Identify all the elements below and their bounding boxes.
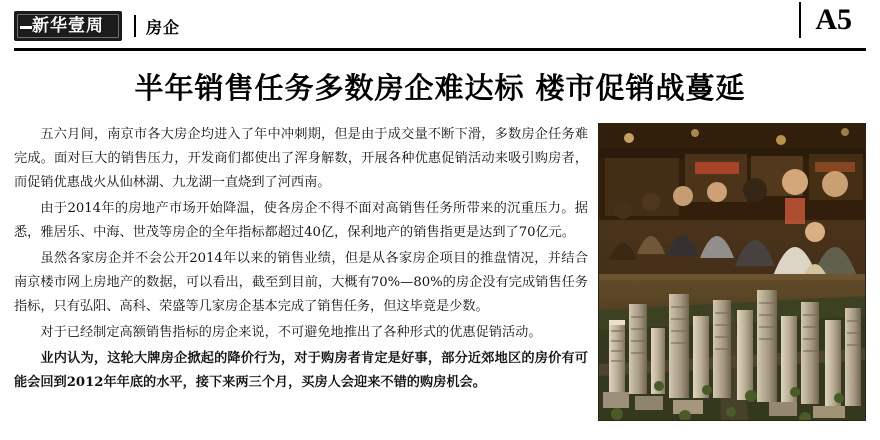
publication-logo [14, 11, 122, 41]
article-paragraph: 五六月间，南京市各大房企均进入了年中冲刺期，但是由于成交量不断下滑，多数房企任务难完成。面对巨大的销售压力，开发商们都使出了浑身解数，开展各种优惠促销活动来吸引购房者，而促销优惠战火从仙林湖、九龙湖一直烧到了河西南。 [14, 126, 588, 190]
article-text-column [14, 123, 598, 397]
article-body [14, 123, 866, 421]
page-number-rule [799, 2, 801, 38]
section-label: 房企 [146, 17, 181, 37]
photo-illustration [599, 124, 866, 421]
masthead [14, 0, 866, 46]
page-number: A5 [815, 3, 852, 36]
publication-logo-text: 新华壹周 [32, 15, 104, 36]
article-paragraph-highlight: 业内认为，这轮大牌房企掀起的降价行为，对于购房者肯定是好事，部分近郊地区的房价有可能会回到2012年年底的水平，接下来两三个月，买房人会迎来不错的购房机会。 [14, 351, 588, 391]
article-paragraph: 虽然各家房企并不会公开2014年以来的销售业绩，但是从各家房企项目的推盘情况，并结合南京楼市网上房地产的数据，可以看出，截至到目前，大概有70%—80%的房企没有完成销售任务指标，只有弘阳、高科、荣盛等几家房企基本完成了销售任务，但这毕竟是少数。 [14, 250, 588, 314]
masthead-rule [14, 48, 866, 51]
page-title: 半年销售任务多数房企难达标 楼市促销战蔓延 [134, 71, 746, 105]
article-paragraph: 对于已经制定高额销售指标的房企来说，不可避免地推出了各种形式的优惠促销活动。 [40, 325, 542, 341]
logo-dash-mark [20, 26, 32, 29]
masthead-divider [134, 15, 136, 37]
property-model-exhibition-photo [598, 123, 866, 421]
page-number-block [799, 2, 852, 38]
article-paragraph: 由于2014年的房地产市场开始降温，使各房企不得不面对高销售任务所带来的沉重压力。据悉，雅居乐、中海、世茂等房企的全年指标都超过40亿，保利地产的销售指更是达到了70亿元。 [14, 200, 588, 240]
